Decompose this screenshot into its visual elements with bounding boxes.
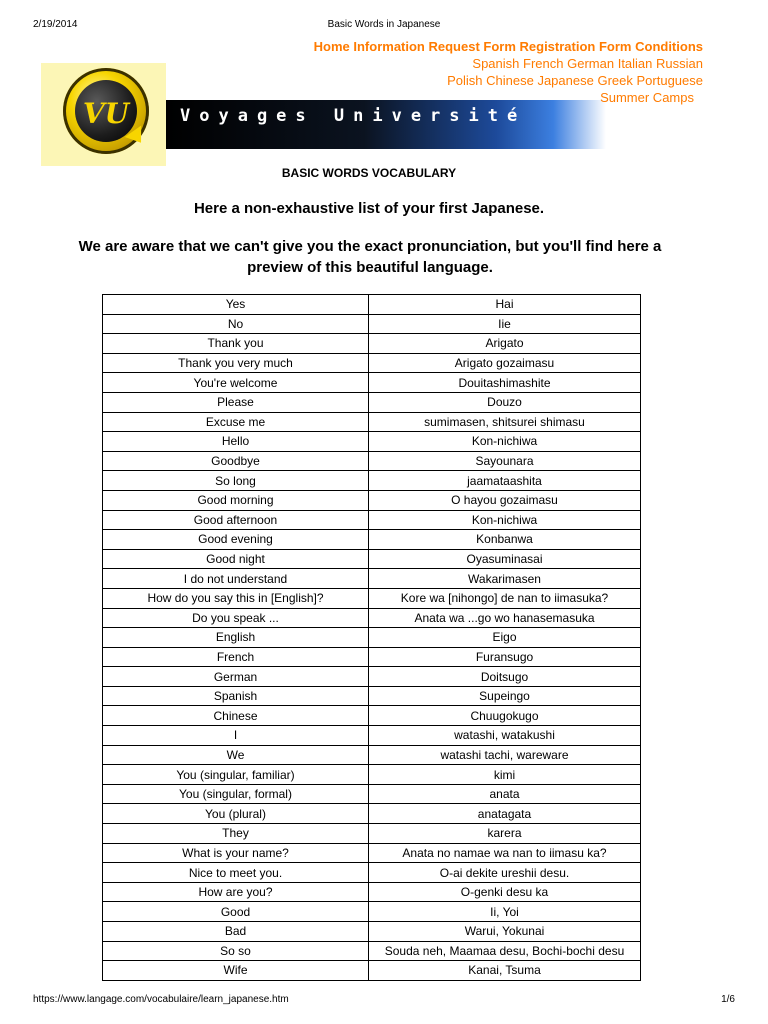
table-row (103, 314, 641, 334)
nav-russian-link[interactable]: Russian (656, 56, 703, 71)
english-cell: Goodbye (103, 451, 369, 471)
japanese-cell: Anata no namae wa nan to iimasu ka? (369, 843, 641, 863)
table-row (103, 353, 641, 373)
japanese-cell: Chuugokugo (369, 706, 641, 726)
english-cell: Do you speak ... (103, 608, 369, 628)
page-heading: BASIC WORDS VOCABULARY (281, 166, 457, 180)
japanese-cell: Douzo (369, 392, 641, 412)
japanese-cell: O-genki desu ka (369, 882, 641, 902)
table-row (103, 667, 641, 687)
english-cell: English (103, 628, 369, 648)
table-row (103, 647, 641, 667)
japanese-cell: Kore wa [nihongo] de nan to iimasuka? (369, 588, 641, 608)
intro-text-1: Here a non-exhaustive list of your first Japanese. (193, 200, 545, 217)
japanese-cell: Kanai, Tsuma (369, 961, 641, 981)
print-date: 2/19/2014 (33, 19, 78, 30)
japanese-cell: Kon-nichiwa (369, 510, 641, 530)
japanese-cell: Ii, Yoi (369, 902, 641, 922)
table-row (103, 569, 641, 589)
table-row (103, 432, 641, 452)
english-cell: Good morning (103, 490, 369, 510)
english-cell: You're welcome (103, 373, 369, 393)
english-cell: Spanish (103, 686, 369, 706)
english-cell: Thank you very much (103, 353, 369, 373)
japanese-cell: Eigo (369, 628, 641, 648)
table-row (103, 765, 641, 785)
english-cell: Please (103, 392, 369, 412)
table-row (103, 392, 641, 412)
english-cell: How are you? (103, 882, 369, 902)
table-row (103, 451, 641, 471)
nav-languages-row-2 (314, 72, 703, 89)
table-row (103, 549, 641, 569)
english-cell: No (103, 314, 369, 334)
nav-chinese-link[interactable]: Chinese (486, 73, 534, 88)
japanese-cell: kimi (369, 765, 641, 785)
english-cell: How do you say this in [English]? (103, 588, 369, 608)
nav-registration-form-link[interactable]: Registration Form (519, 39, 632, 54)
table-row (103, 941, 641, 961)
nav-spanish-link[interactable]: Spanish (472, 56, 520, 71)
logo-globe (75, 80, 137, 142)
english-cell: Excuse me (103, 412, 369, 432)
japanese-cell: Supeingo (369, 686, 641, 706)
japanese-cell: Konbanwa (369, 530, 641, 550)
nav-japanese-link[interactable]: Japanese (537, 73, 594, 88)
top-navigation (314, 38, 703, 106)
japanese-cell: jaamataashita (369, 471, 641, 491)
nav-french-link[interactable]: French (523, 56, 564, 71)
nav-portuguese-link[interactable]: Portuguese (636, 73, 703, 88)
japanese-cell: watashi, watakushi (369, 726, 641, 746)
english-cell: We (103, 745, 369, 765)
table-row (103, 784, 641, 804)
table-row (103, 726, 641, 746)
english-cell: Wife (103, 961, 369, 981)
nav-main-row (314, 38, 703, 55)
vocabulary-table (102, 294, 641, 981)
print-page-number: 1/6 (721, 994, 735, 1005)
table-row (103, 588, 641, 608)
english-cell: Bad (103, 922, 369, 942)
japanese-cell: Souda neh, Maamaa desu, Bochi-bochi desu (369, 941, 641, 961)
english-cell: Good night (103, 549, 369, 569)
nav-camps-row (314, 89, 694, 106)
table-row (103, 824, 641, 844)
table-row (103, 530, 641, 550)
english-cell: You (plural) (103, 804, 369, 824)
english-cell: I do not understand (103, 569, 369, 589)
nav-greek-link[interactable]: Greek (597, 73, 633, 88)
japanese-cell: Warui, Yokunai (369, 922, 641, 942)
english-cell: You (singular, familiar) (103, 765, 369, 785)
table-row (103, 510, 641, 530)
logo-text: VU (82, 97, 130, 130)
japanese-cell: Sayounara (369, 451, 641, 471)
japanese-cell: Wakarimasen (369, 569, 641, 589)
japanese-cell: sumimasen, shitsurei shimasu (369, 412, 641, 432)
english-cell: What is your name? (103, 843, 369, 863)
brand-name: Voyages Université (180, 106, 527, 126)
table-row (103, 471, 641, 491)
japanese-cell: anata (369, 784, 641, 804)
nav-italian-link[interactable]: Italian (617, 56, 653, 71)
table-row (103, 334, 641, 354)
intro-text-2: We are aware that we can't give you the exact pronunciation, but you'll find here a preview of this beautiful language. (78, 238, 662, 276)
vocabulary-table-body (103, 295, 641, 981)
nav-polish-link[interactable]: Polish (447, 73, 483, 88)
english-cell: Good evening (103, 530, 369, 550)
table-row (103, 706, 641, 726)
japanese-cell: Arigato (369, 334, 641, 354)
english-cell: I (103, 726, 369, 746)
table-row (103, 882, 641, 902)
table-row (103, 373, 641, 393)
japanese-cell: Douitashimashite (369, 373, 641, 393)
japanese-cell: anatagata (369, 804, 641, 824)
logo[interactable] (63, 68, 149, 154)
english-cell: Thank you (103, 334, 369, 354)
english-cell: You (singular, formal) (103, 784, 369, 804)
english-cell: French (103, 647, 369, 667)
japanese-cell: Anata wa ...go wo hanasemasuka (369, 608, 641, 628)
table-row (103, 490, 641, 510)
japanese-cell: Oyasuminasai (369, 549, 641, 569)
japanese-cell: karera (369, 824, 641, 844)
table-row (103, 745, 641, 765)
print-title: Basic Words in Japanese (327, 19, 441, 30)
table-row (103, 804, 641, 824)
english-cell: Good (103, 902, 369, 922)
english-cell: Chinese (103, 706, 369, 726)
english-cell: Yes (103, 295, 369, 315)
nav-summer-camps-link[interactable]: Summer Camps (600, 90, 694, 105)
table-row (103, 902, 641, 922)
japanese-cell: watashi tachi, wareware (369, 745, 641, 765)
japanese-cell: Doitsugo (369, 667, 641, 687)
table-row (103, 295, 641, 315)
nav-home-link[interactable]: Home (313, 39, 350, 54)
nav-languages-row-1 (314, 55, 703, 72)
japanese-cell: Furansugo (369, 647, 641, 667)
nav-german-link[interactable]: German (567, 56, 615, 71)
table-row (103, 922, 641, 942)
japanese-cell: Hai (369, 295, 641, 315)
japanese-cell: Iie (369, 314, 641, 334)
english-cell: German (103, 667, 369, 687)
japanese-cell: O hayou gozaimasu (369, 490, 641, 510)
table-row (103, 863, 641, 883)
japanese-cell: Kon-nichiwa (369, 432, 641, 452)
print-url: https://www.langage.com/vocabulaire/learn_japanese.htm (33, 994, 289, 1005)
english-cell: They (103, 824, 369, 844)
table-row (103, 608, 641, 628)
english-cell: Hello (103, 432, 369, 452)
japanese-cell: Arigato gozaimasu (369, 353, 641, 373)
nav-conditions-link[interactable]: Conditions (635, 39, 703, 54)
table-row (103, 843, 641, 863)
japanese-cell: O-ai dekite ureshii desu. (369, 863, 641, 883)
english-cell: Nice to meet you. (103, 863, 369, 883)
english-cell: So so (103, 941, 369, 961)
nav-information-request-link[interactable]: Information Request Form (353, 39, 516, 54)
table-row (103, 412, 641, 432)
table-row (103, 628, 641, 648)
english-cell: Good afternoon (103, 510, 369, 530)
table-row (103, 686, 641, 706)
english-cell: So long (103, 471, 369, 491)
table-row (103, 961, 641, 981)
